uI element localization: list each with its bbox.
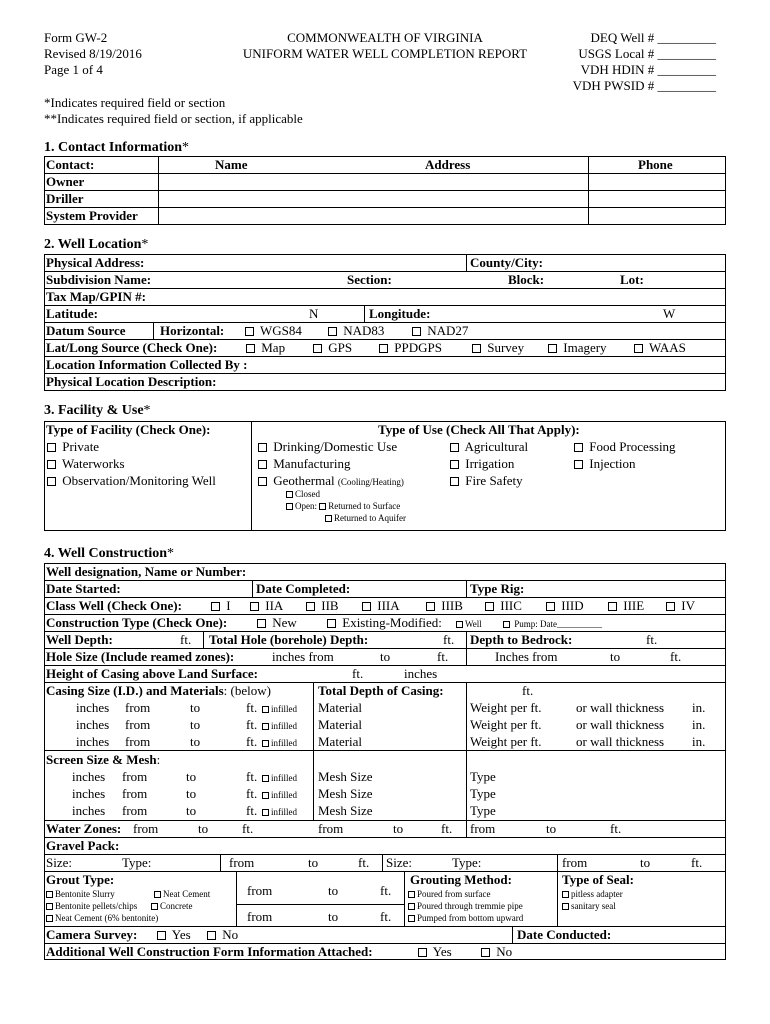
section-3-title: 3. Facility & Use* xyxy=(44,403,151,418)
returned-aquifer-option[interactable]: Returned to Aquifer xyxy=(325,512,406,524)
checkbox-icon[interactable] xyxy=(574,460,583,469)
well-ids-block xyxy=(573,30,716,94)
infilled-option[interactable]: infilled xyxy=(262,719,297,734)
hole-size-from-2: Inches from xyxy=(495,649,558,664)
gravel-unit-2: ft. xyxy=(691,855,703,870)
longitude-label: Longitude: xyxy=(369,306,431,321)
checkbox-icon[interactable] xyxy=(666,602,675,611)
checkbox-icon[interactable] xyxy=(319,503,326,510)
water-zones-unit-3: ft. xyxy=(610,821,622,836)
checkbox-icon[interactable] xyxy=(503,621,510,628)
checkbox-icon[interactable] xyxy=(408,891,415,898)
required-notes xyxy=(44,95,303,127)
class-iv-option[interactable]: IV xyxy=(666,598,695,613)
water-zones-from: from xyxy=(133,821,159,836)
longitude-w: W xyxy=(663,306,676,321)
agricultural-option[interactable]: Agricultural xyxy=(450,439,528,454)
sanitary-seal-option[interactable]: sanitary seal xyxy=(562,900,616,912)
section-2-title: 2. Well Location* xyxy=(44,237,149,252)
physical-address-label: Physical Address: xyxy=(46,255,145,270)
checkbox-icon[interactable] xyxy=(608,602,617,611)
lot-label: Lot: xyxy=(620,272,644,287)
section-label: Section: xyxy=(347,272,392,287)
checkbox-icon[interactable] xyxy=(47,443,56,452)
checkbox-icon[interactable] xyxy=(211,602,220,611)
datum-source-label: Datum Source xyxy=(46,323,126,338)
checkbox-icon[interactable] xyxy=(562,903,569,910)
drinking-option[interactable]: Drinking/Domestic Use xyxy=(258,439,397,454)
water-zones-label: Water Zones: xyxy=(46,821,122,836)
casing-size-label: Casing Size (I.D.) and Materials: (below) xyxy=(46,683,271,698)
collected-by-label: Location Information Collected By : xyxy=(46,357,248,372)
grout-type-label: Grout Type: xyxy=(46,872,115,887)
class-iiid-option[interactable]: IIID xyxy=(546,598,584,613)
checkbox-icon[interactable] xyxy=(46,903,53,910)
infilled-option[interactable]: infilled xyxy=(262,805,297,820)
manufacturing-option[interactable]: Manufacturing xyxy=(258,456,351,471)
total-casing-unit: ft. xyxy=(522,683,534,698)
new-option[interactable]: New xyxy=(257,615,297,630)
pumped-option[interactable]: Pumped from bottom upward xyxy=(408,912,523,924)
date-started-label: Date Started: xyxy=(46,581,121,596)
gravel-to: to xyxy=(308,855,319,870)
observation-option[interactable]: Observation/Monitoring Well xyxy=(47,473,216,488)
checkbox-icon[interactable] xyxy=(426,602,435,611)
private-option[interactable]: Private xyxy=(47,439,99,454)
infilled-option[interactable]: infilled xyxy=(262,788,297,803)
checkbox-icon[interactable] xyxy=(157,931,166,940)
gravel-pack-label: Gravel Pack: xyxy=(46,838,120,853)
injection-option[interactable]: Injection xyxy=(574,456,635,471)
checkbox-icon[interactable] xyxy=(250,602,259,611)
latitude-n: N xyxy=(309,306,319,321)
water-zones-from-2: from xyxy=(318,821,344,836)
total-hole-unit: ft. xyxy=(443,632,455,647)
checkbox-icon[interactable] xyxy=(262,809,269,816)
class-iiic-option[interactable]: IIIC xyxy=(485,598,522,613)
additional-no-option[interactable]: No xyxy=(481,944,512,959)
form-page: Form GW-2 Revised 8/19/2016 Page 1 of 4 COMMONWEALTH OF VIRGINIA UNIFORM WATER WELL COMPLETION REPORT DEQ Well # _________ USGS Local # _________ VDH HDIN # _________ VDH PWSID # _________ *Indicates required field or section **Indicates required field or section, if applicable 1. Contact Information* Contact: Name Address Phone Owner Driller System Provider 2. Well Location* Physical Address: County/City: Subdivision Name: Section: Block: Lot: Tax Map/GPIN #: Latitude: N Longitude: W Datum Source Horizontal: WGS84 NAD83 NAD27 Lat/Long Source (Check One): Map GPS PPDGPS Survey Imagery WAAS Location Information Collected By : Physical Location Description: 3. Facility & Use* Type of Facility (Check One): Type of Use (Check All That Apply): Private Waterworks Observation/Monitoring Well Drinking/Domestic Use Manufacturing Geothermal (Cooling/Heating) Closed Open: Returned to Surface Returned to Aquifer Agricultural Irrigation Fire Safety Food Processing Injection 4. Well Construction* Well designation, Name or Number: Date Started: Date Completed: Type Rig: Class Well (Check One): I IIA IIB IIIA IIIB IIIC IIID IIIE IV Construction Type (Check One): New Existing-Modified: Well Pump: Date__________ Well Depth: ft. Total Hole (borehole) Depth: ft. Depth to Bedrock: ft. Hole Size (Include reamed zones): inches from to ft. Inches from to ft. Height of Casing above Land Surface: ft. inches Casing Size (I.D.) and Materials: (below) Total Depth of Casing: ft. inches from to ft. infilled Material Weight per ft. or wall thickness in. inches from to ft. infilled Material Weight per ft. or wall thickness in. inches from to ft. infilled Material Weight per ft. or wall thickness in. Screen Size & Mesh: inches from to ft. infilled Mesh Size Type inches from to ft. infilled Mesh Size Type inches from to ft. infilled Mesh Size Type Water Zones: from to ft. from to ft. from to ft. Gravel Pack: Size: Type: from to ft. Size: Type: from to ft. Grout Type: Bentonite Slurry Neat Cement Bentonite pellets/chips Concrete Neat Cement (6% bentonite) from to ft. from to ft. Grouting Method: Poured from surface Poured through tremmie pipe Pumped from bottom upward Type of Seal: pitless adapter sanitary seal Camera Survey: Yes No Date Conducted: Additional Well Construction Form Information Attached: Yes No xyxy=(0,0,770,1024)
gravel-from: from xyxy=(229,855,255,870)
checkbox-icon[interactable] xyxy=(258,460,267,469)
water-zones-unit: ft. xyxy=(242,821,254,836)
checkbox-icon[interactable] xyxy=(262,792,269,799)
camera-survey-label: Camera Survey: xyxy=(46,927,138,942)
food-processing-option[interactable]: Food Processing xyxy=(574,439,676,454)
gravel-size-label-2: Size: xyxy=(386,855,412,870)
checkbox-icon[interactable] xyxy=(634,344,643,353)
closed-option[interactable]: Closed xyxy=(286,488,320,500)
driller-row-label: Driller xyxy=(46,191,84,206)
horizontal-label: Horizontal: xyxy=(160,323,225,338)
phone-header: Phone xyxy=(638,157,673,172)
gravel-from-2: from xyxy=(562,855,588,870)
checkbox-icon[interactable] xyxy=(325,515,332,522)
form-revised: Revised 8/19/2016 xyxy=(44,46,142,61)
vdh-pwsid-field[interactable]: VDH PWSID # _________ xyxy=(572,78,716,93)
fire-safety-option[interactable]: Fire Safety xyxy=(450,473,523,488)
note-required: *Indicates required field or section xyxy=(44,95,226,110)
wgs84-option[interactable]: WGS84 xyxy=(245,323,302,338)
page-number: Page 1 of 4 xyxy=(44,62,103,77)
checkbox-icon[interactable] xyxy=(548,344,557,353)
geothermal-option[interactable]: Geothermal (Cooling/Heating) xyxy=(258,473,404,490)
existing-modified-option[interactable]: Existing-Modified: xyxy=(327,615,442,630)
facility-type-label: Type of Facility (Check One): xyxy=(46,422,211,437)
nad83-option[interactable]: NAD83 xyxy=(328,323,384,338)
class-iib-option[interactable]: IIB xyxy=(306,598,339,613)
bedrock-label: Depth to Bedrock: xyxy=(470,632,573,647)
bedrock-unit: ft. xyxy=(646,632,658,647)
hole-size-unit: ft. xyxy=(437,649,449,664)
gravel-type-label: Type: xyxy=(122,855,152,870)
provider-row-label: System Provider xyxy=(46,208,138,223)
vdh-hdin-field[interactable]: VDH HDIN # _________ xyxy=(580,62,716,77)
subdivision-label: Subdivision Name: xyxy=(46,272,152,287)
checkbox-icon[interactable] xyxy=(262,723,269,730)
hole-size-to: to xyxy=(380,649,391,664)
bentonite-slurry-option[interactable]: Bentonite Slurry xyxy=(46,888,115,900)
grout-from-2: from xyxy=(247,909,273,924)
bentonite-pellets-option[interactable]: Bentonite pellets/chips xyxy=(46,900,137,912)
total-hole-label: Total Hole (borehole) Depth: xyxy=(209,632,369,647)
checkbox-icon[interactable] xyxy=(246,344,255,353)
checkbox-icon[interactable] xyxy=(46,915,53,922)
checkbox-icon[interactable] xyxy=(151,903,158,910)
checkbox-icon[interactable] xyxy=(245,327,254,336)
water-zones-to-3: to xyxy=(546,821,557,836)
map-option[interactable]: Map xyxy=(246,340,285,355)
gravel-type-label-2: Type: xyxy=(452,855,482,870)
total-casing-label: Total Depth of Casing: xyxy=(318,683,444,698)
checkbox-icon[interactable] xyxy=(456,621,463,628)
hole-size-label: Hole Size (Include reamed zones): xyxy=(46,649,235,664)
checkbox-icon[interactable] xyxy=(262,775,269,782)
checkbox-icon[interactable] xyxy=(379,344,388,353)
latitude-label: Latitude: xyxy=(46,306,98,321)
checkbox-icon[interactable] xyxy=(313,344,322,353)
usgs-local-field[interactable]: USGS Local # _________ xyxy=(578,46,716,61)
class-iia-option[interactable]: IIA xyxy=(250,598,283,613)
checkbox-icon[interactable] xyxy=(546,602,555,611)
additional-yes-option[interactable]: Yes xyxy=(418,944,452,959)
well-depth-unit: ft. xyxy=(180,632,192,647)
class-iiib-option[interactable]: IIIB xyxy=(426,598,463,613)
water-zones-from-3: from xyxy=(470,821,496,836)
checkbox-icon[interactable] xyxy=(450,460,459,469)
construction-type-label: Construction Type (Check One): xyxy=(46,615,228,630)
pump-modified-option[interactable]: Pump: Date__________ xyxy=(503,617,602,632)
irrigation-option[interactable]: Irrigation xyxy=(450,456,514,471)
block-label: Block: xyxy=(508,272,545,287)
section-1-title: 1. Contact Information* xyxy=(44,140,190,155)
latlong-source-label: Lat/Long Source (Check One): xyxy=(46,340,218,355)
name-header: Name xyxy=(215,157,248,172)
nad27-option[interactable]: NAD27 xyxy=(412,323,468,338)
physical-description-label: Physical Location Description: xyxy=(46,374,217,389)
well-modified-option[interactable]: Well xyxy=(456,617,482,632)
checkbox-icon[interactable] xyxy=(481,948,490,957)
waas-option[interactable]: WAAS xyxy=(634,340,686,355)
note-required-applicable: **Indicates required field or section, if applicable xyxy=(44,111,303,126)
casing-height-unit: ft. xyxy=(352,666,364,681)
checkbox-icon[interactable] xyxy=(258,477,267,486)
screen-size-label: Screen Size & Mesh: xyxy=(46,752,161,767)
class-iiie-option[interactable]: IIIE xyxy=(608,598,644,613)
grouting-method-label: Grouting Method: xyxy=(410,872,512,887)
checkbox-icon[interactable] xyxy=(257,619,266,628)
well-designation-label: Well designation, Name or Number: xyxy=(46,564,247,579)
grout-to-1: to xyxy=(328,883,339,898)
class-iiia-option[interactable]: IIIA xyxy=(362,598,400,613)
hole-size-to-2: to xyxy=(610,649,621,664)
use-type-label: Type of Use (Check All That Apply): xyxy=(378,422,580,437)
checkbox-icon[interactable] xyxy=(472,344,481,353)
gravel-to-2: to xyxy=(640,855,651,870)
survey-option[interactable]: Survey xyxy=(472,340,524,355)
gps-option[interactable]: GPS xyxy=(313,340,352,355)
address-header: Address xyxy=(425,157,471,172)
checkbox-icon[interactable] xyxy=(450,443,459,452)
checkbox-icon[interactable] xyxy=(286,491,293,498)
checkbox-icon[interactable] xyxy=(154,891,161,898)
section-4-title: 4. Well Construction* xyxy=(44,546,175,561)
checkbox-icon[interactable] xyxy=(286,503,293,510)
hole-size-from: inches from xyxy=(272,649,334,664)
date-conducted-label: Date Conducted: xyxy=(517,927,612,942)
class-i-option[interactable]: I xyxy=(211,598,231,613)
checkbox-icon[interactable] xyxy=(306,602,315,611)
ppdgps-option[interactable]: PPDGPS xyxy=(379,340,442,355)
title-line-1: COMMONWEALTH OF VIRGINIA xyxy=(287,30,483,45)
pitless-option[interactable]: pitless adapter xyxy=(562,888,623,900)
poured-surface-option[interactable]: Poured from surface xyxy=(408,888,490,900)
casing-height-inches: inches xyxy=(404,666,438,681)
gravel-size-label: Size: xyxy=(46,855,72,870)
infilled-option[interactable]: infilled xyxy=(262,702,297,717)
grout-to-2: to xyxy=(328,909,339,924)
water-zones-to: to xyxy=(198,821,209,836)
checkbox-icon[interactable] xyxy=(258,443,267,452)
checkbox-icon[interactable] xyxy=(418,948,427,957)
checkbox-icon[interactable] xyxy=(412,327,421,336)
checkbox-icon[interactable] xyxy=(574,443,583,452)
checkbox-icon[interactable] xyxy=(327,619,336,628)
checkbox-icon[interactable] xyxy=(262,740,269,747)
type-rig-label: Type Rig: xyxy=(470,581,525,596)
well-depth-label: Well Depth: xyxy=(46,632,113,647)
checkbox-icon[interactable] xyxy=(47,460,56,469)
poured-tremmie-option[interactable]: Poured through tremmie pipe xyxy=(408,900,523,912)
open-option[interactable]: Open: Returned to Surface xyxy=(286,500,400,512)
county-city-label: County/City: xyxy=(470,255,543,270)
checkbox-icon[interactable] xyxy=(328,327,337,336)
tax-map-label: Tax Map/GPIN #: xyxy=(46,289,146,304)
checkbox-icon[interactable] xyxy=(46,891,53,898)
grout-from-1: from xyxy=(247,883,273,898)
checkbox-icon[interactable] xyxy=(408,915,415,922)
contact-label: Contact: xyxy=(46,157,95,172)
checkbox-icon[interactable] xyxy=(485,602,494,611)
grout-unit-1: ft. xyxy=(380,883,392,898)
imagery-option[interactable]: Imagery xyxy=(548,340,607,355)
form-number: Form GW-2 xyxy=(44,30,108,45)
water-zones-to-2: to xyxy=(393,821,404,836)
camera-yes-option[interactable]: Yes xyxy=(157,927,191,942)
neat-cement-6-option[interactable]: Neat Cement (6% bentonite) xyxy=(46,912,158,924)
deq-well-field[interactable]: DEQ Well # _________ xyxy=(590,30,716,45)
neat-cement-option[interactable]: Neat Cement xyxy=(154,888,210,900)
concrete-option[interactable]: Concrete xyxy=(151,900,192,912)
owner-row-label: Owner xyxy=(46,174,85,189)
checkbox-icon[interactable] xyxy=(207,931,216,940)
checkbox-icon[interactable] xyxy=(408,903,415,910)
casing-height-label: Height of Casing above Land Surface: xyxy=(46,666,258,681)
seal-type-label: Type of Seal: xyxy=(562,872,634,887)
date-completed-label: Date Completed: xyxy=(256,581,351,596)
grout-unit-2: ft. xyxy=(380,909,392,924)
checkbox-icon[interactable] xyxy=(562,891,569,898)
title-line-2: UNIFORM WATER WELL COMPLETION REPORT xyxy=(242,46,528,61)
checkbox-icon[interactable] xyxy=(47,477,56,486)
water-zones-unit-2: ft. xyxy=(441,821,453,836)
infilled-option[interactable]: infilled xyxy=(262,771,297,786)
camera-no-option[interactable]: No xyxy=(207,927,238,942)
class-well-label: Class Well (Check One): xyxy=(46,598,182,613)
checkbox-icon[interactable] xyxy=(262,706,269,713)
additional-info-label: Additional Well Construction Form Information Attached: xyxy=(46,944,373,959)
infilled-option[interactable]: infilled xyxy=(262,736,297,751)
gravel-unit: ft. xyxy=(358,855,370,870)
hole-size-unit-2: ft. xyxy=(670,649,682,664)
checkbox-icon[interactable] xyxy=(450,477,459,486)
waterworks-option[interactable]: Waterworks xyxy=(47,456,125,471)
checkbox-icon[interactable] xyxy=(362,602,371,611)
